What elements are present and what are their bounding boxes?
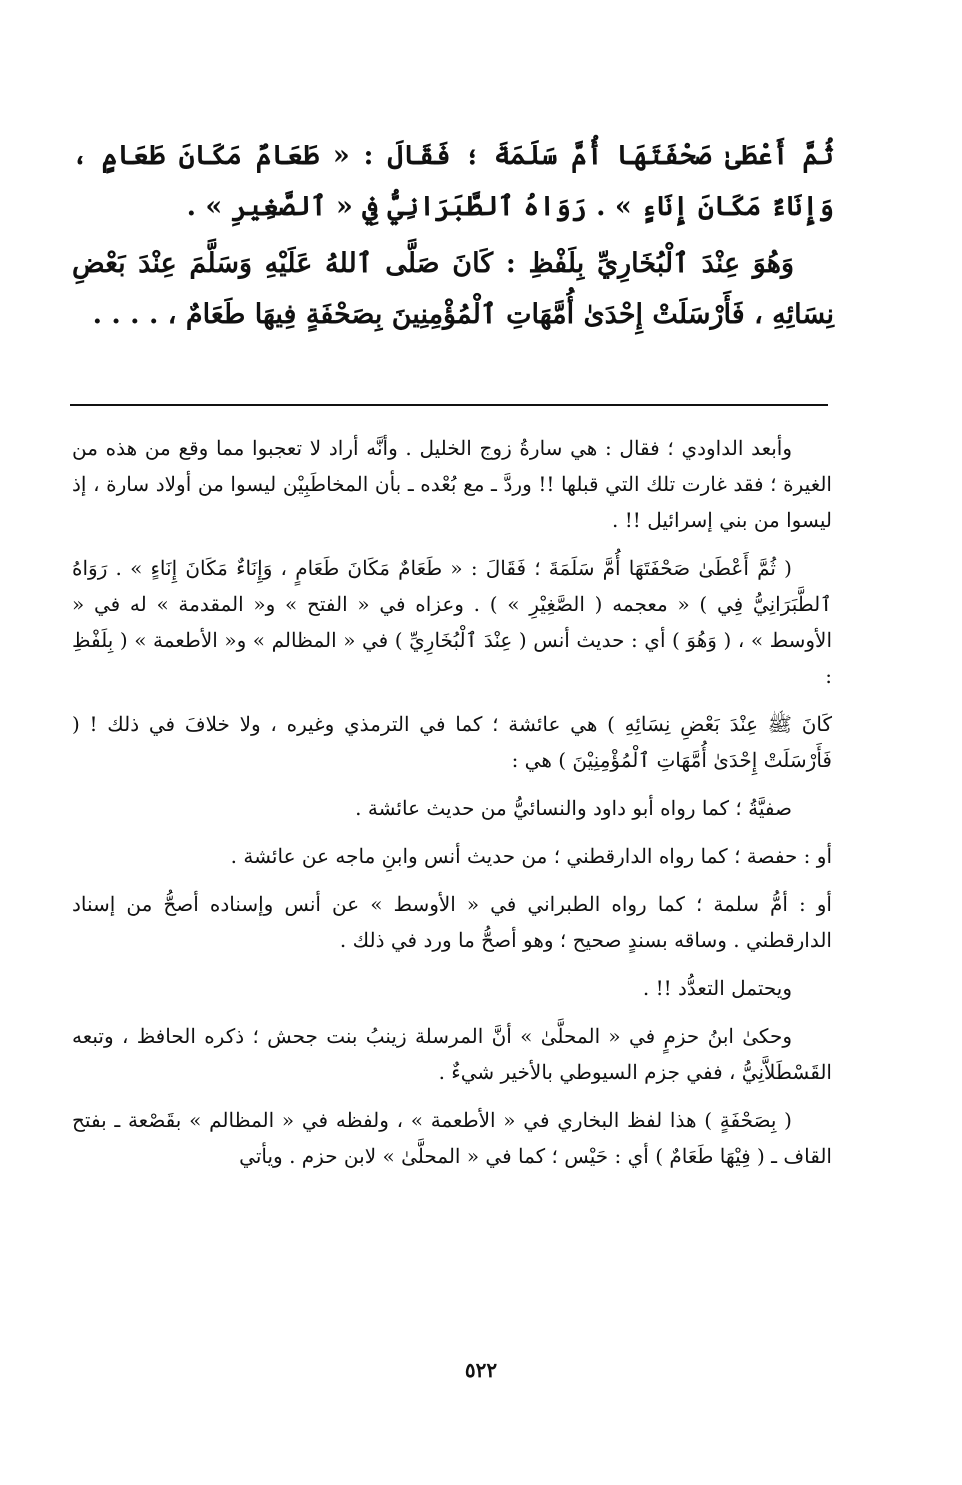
commentary-paragraph-5: أو : حفصة ؛ كما رواه الدارقطني ؛ من حديث أنس وابنِ ماجه عن عائشة . [230,844,832,868]
footnote-divider [70,404,828,406]
page-number: ٥٢٢ [464,1358,498,1382]
commentary-paragraph-3: كَانَ ﷺ عِنْدَ بَعْضِ نِسَائِهِ ) هي عائشة ؛ كما في الترمذي وغيره ، ولا خلافَ في ذلك ! ( فَأَرْسَلَتْ إِحْدَىٰ أُمَّهَاتِ ٱلْمُؤْمِنِيْنَ ) هي : [72,712,832,772]
commentary-paragraph-6: أو : أمُّ سلمة ؛ كما رواه الطبراني في « الأوسط » عن أنس وإسناده أصحُّ من إسناد الدارقطني . وساقه بسندٍ صحيح ؛ وهو أصحُّ ما ورد في ذلك . [72,892,832,952]
commentary-paragraph-9: ( بِصَحْفَةٍ ) هذا لفظ البخاري في « الأطعمة » ، ولفظه في « المظالم » بقَصْعة ـ بفتح القاف ـ ( فِيْهَا طَعَامٌ ) أي : حَيْس ؛ كما في « المحلَّىٰ » لابن حزم . ويأتي [72,1108,832,1168]
main-text [72,130,834,346]
commentary-paragraph-2: ( ثُمَّ أَعْطَىٰ صَحْفَتَهَا أُمَّ سَلَمَةَ ؛ فَقَالَ : « طَعَامٌ مَكَانَ طَعَامٍ ، وَإِنَاءٌ مَكَانَ إِنَاءٍ » . رَوَاهُ ٱلطَّبَرَانِيُّ فِي ) « معجمه ( الصَّغِيْرِ » ) . وعزاه في « الفتح » و« المقدمة » له في « الأوسط » ، ( وَهُوَ ) أي : حديث أنس ( عِنْدَ ٱلْبُخَارِيِّ ) في « المظالم » و« الأطعمة » ( بِلَفْظِ : [72,556,832,688]
commentary-paragraph-7: ويحتمل التعدُّد !! . [642,976,792,1000]
main-paragraph-1: ثُمَّ أَعْطَىٰ صَحْفَتَهَا أُمَّ سَلَمَةَ ؛ فَقَالَ : « طَعَامٌ مَكَانَ طَعَامٍ ، وَإِنَاءٌ مَكَانَ إِنَاءٍ » . رَوَاهُ ٱلطَّبَرَانِيُّ فِي « ٱلصَّغِيرِ » . [72,140,834,222]
main-paragraph-2: وَهُوَ عِنْدَ ٱلْبُخَارِيِّ بِلَفْظِ : كَانَ صَلَّى ٱللهُ عَلَيْهِ وَسَلَّمَ عِنْدَ بَعْضِ نِسَائِهِ ، فَأَرْسَلَتْ إِحْدَىٰ أُمَّهَاتِ ٱلْمُؤْمِنِينَ بِصَحْفَةٍ فِيهَا طَعَامٌ ، . . . . [72,248,834,330]
commentary-paragraph-1: وأبعد الداودي ؛ فقال : هي سارةُ زوج الخليل . وأنَّه أراد لا تعجبوا مما وقع من هذه من الغيرة ؛ فقد غارت تلك التي قبلها !! وردَّ ـ مع بُعْده ـ بأن المخاطَبِيْن ليسوا من أولاد سارة ، إذ ليسوا من بني إسرائيل !! . [72,436,832,532]
commentary [72,430,832,1186]
commentary-paragraph-4: صفيَّةُ ؛ كما رواه أبو داود والنسائيُّ من حديث عائشة . [355,796,792,820]
commentary-paragraph-8: وحكىٰ ابنُ حزمٍ في « المحلَّىٰ » أنَّ المرسلة زينبُ بنت جحش ؛ ذكره الحافظ ، وتبعه القَسْطَلاَّنِيُّ ، ففي جزم السيوطي بالأخير شيءٌ . [72,1024,832,1084]
